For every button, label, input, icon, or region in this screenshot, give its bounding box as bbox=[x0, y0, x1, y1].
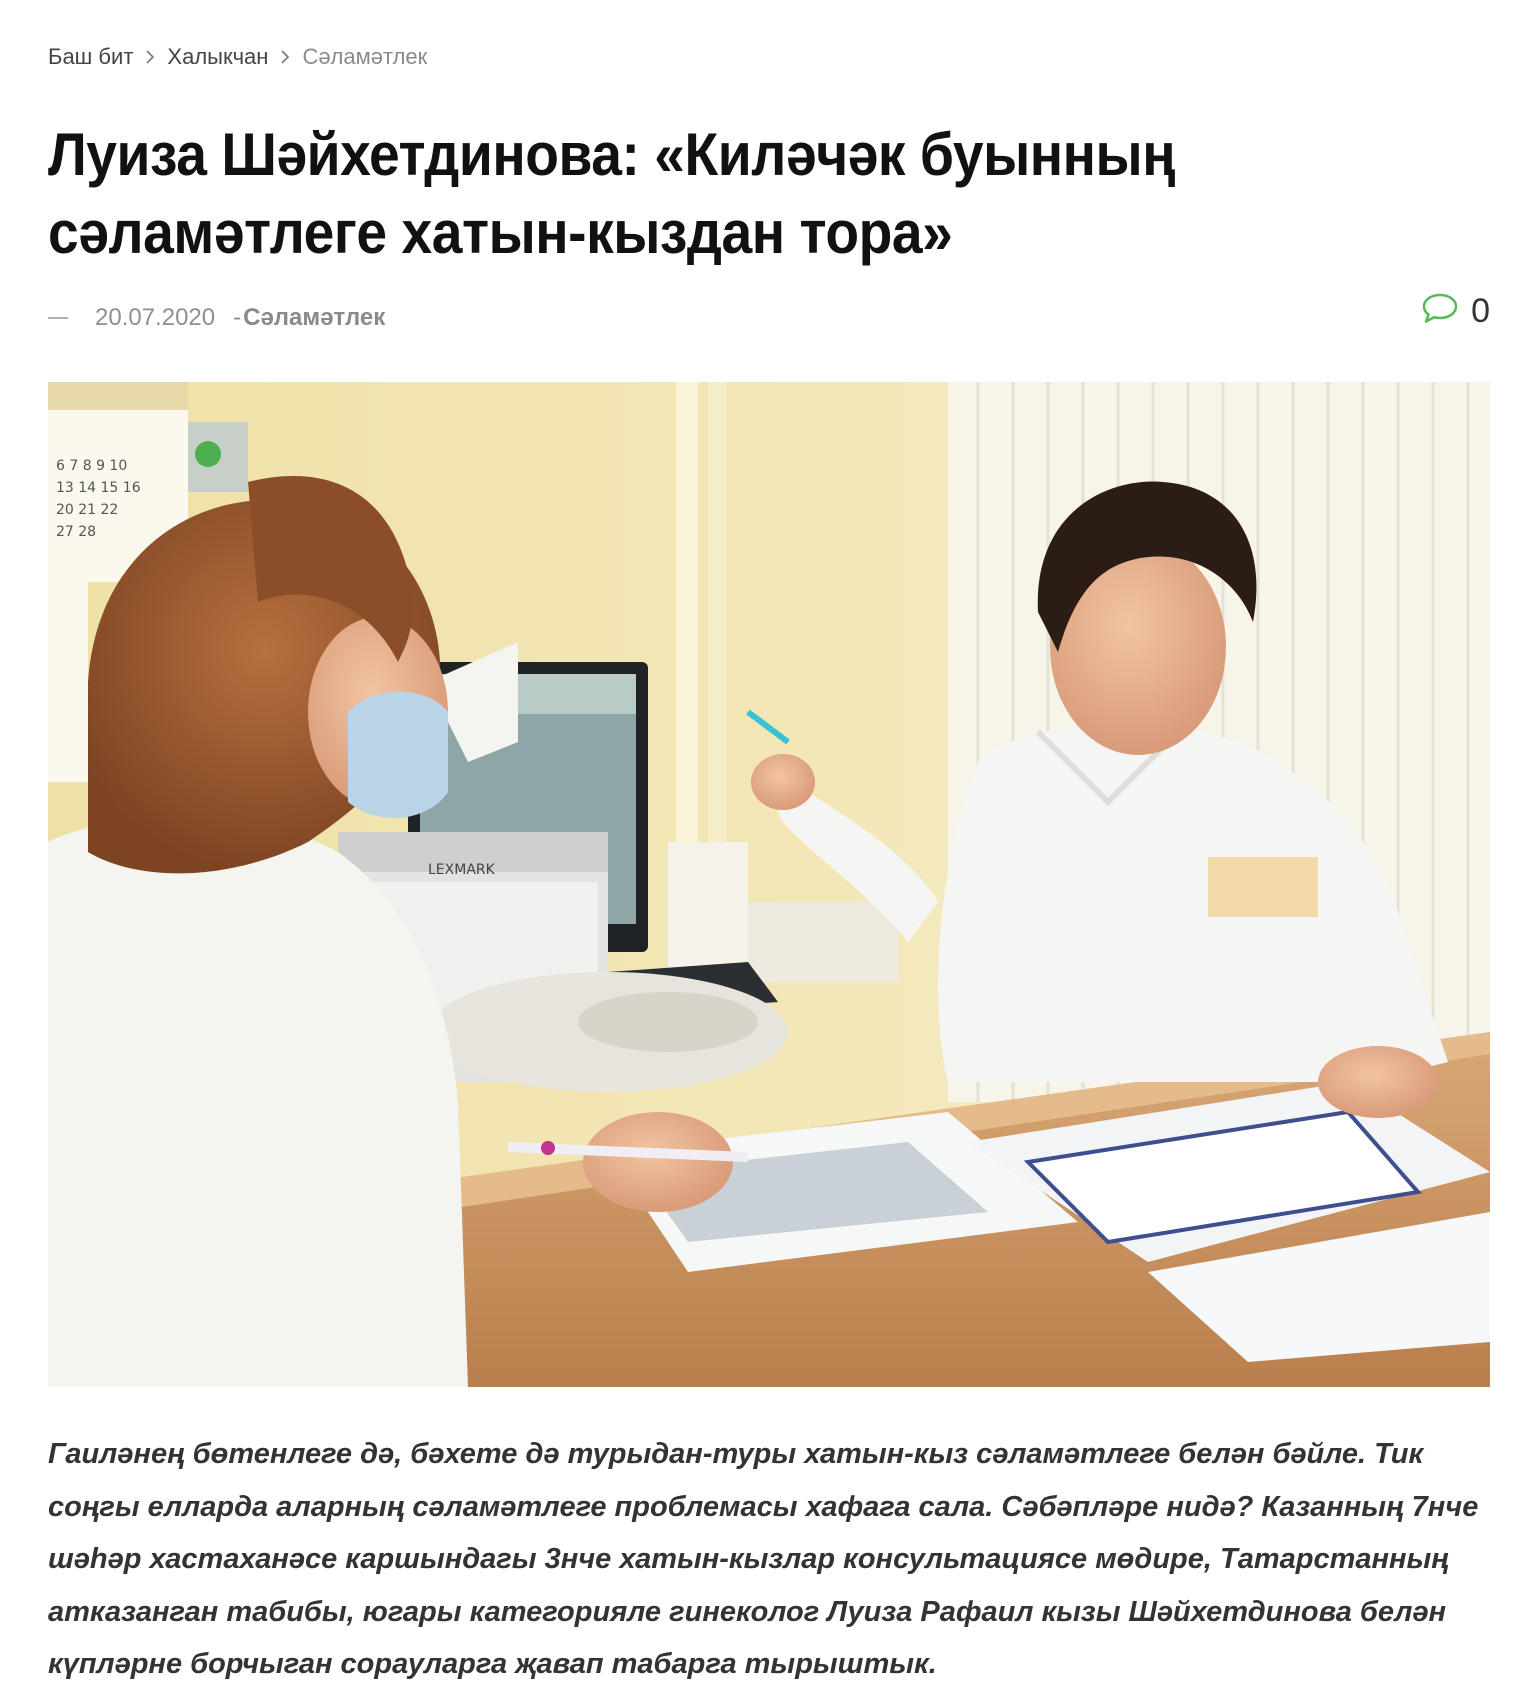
breadcrumb-current: Сәламәтлек bbox=[302, 44, 428, 69]
breadcrumb-home-link[interactable]: Баш бит bbox=[48, 44, 134, 69]
comment-count: 0 bbox=[1471, 292, 1490, 330]
svg-text:13 14 15 16: 13 14 15 16 bbox=[56, 480, 141, 496]
article-title: Луиза Шәйхетдинова: «Киләчәк буынның сәламәтлеге хатын-кыздан тора» bbox=[48, 121, 1176, 266]
printer-brand: LEXMARK bbox=[428, 862, 495, 878]
breadcrumb bbox=[48, 44, 427, 70]
meta-dash bbox=[48, 317, 68, 319]
breadcrumb-section-link[interactable]: Халыкчан bbox=[167, 44, 269, 69]
svg-text:27 28: 27 28 bbox=[56, 524, 97, 540]
svg-text:6 7 8 9 10: 6 7 8 9 10 bbox=[56, 458, 128, 474]
svg-text:20 21 22: 20 21 22 bbox=[56, 502, 119, 518]
chevron-right-icon bbox=[133, 50, 167, 64]
article-photo bbox=[48, 382, 1490, 1387]
article-category-link[interactable]: Сәламәтлек bbox=[243, 304, 386, 331]
comments-link[interactable] bbox=[1421, 292, 1490, 331]
chevron-right-icon bbox=[268, 50, 302, 64]
speech-bubble-icon bbox=[1421, 292, 1459, 331]
article-meta bbox=[48, 292, 1490, 338]
article-lead: Гаиләнең бөтенлеге дә, бәхете дә турыдан-туры хатын-кыз сәламәтлеге белән бәйле. Тик соңгы елларда аларның сәламәтлеге проблемасы хафага сала. Сәбәпләре нидә? Казанның 7нче шәһәр хастаханәсе каршындагы 3нче хатын-кызлар консультациясе мөдире, Татарстанның атказанган табибы, югары категорияле гинеколог Луиза Рафаил кызы Шәйхетдинова белән күпләрне борчыган сорауларга җавап табарга тырыштык. bbox=[48, 1438, 1479, 1680]
category-prefix: - bbox=[233, 304, 242, 331]
article-date: 20.07.2020 bbox=[95, 304, 216, 331]
